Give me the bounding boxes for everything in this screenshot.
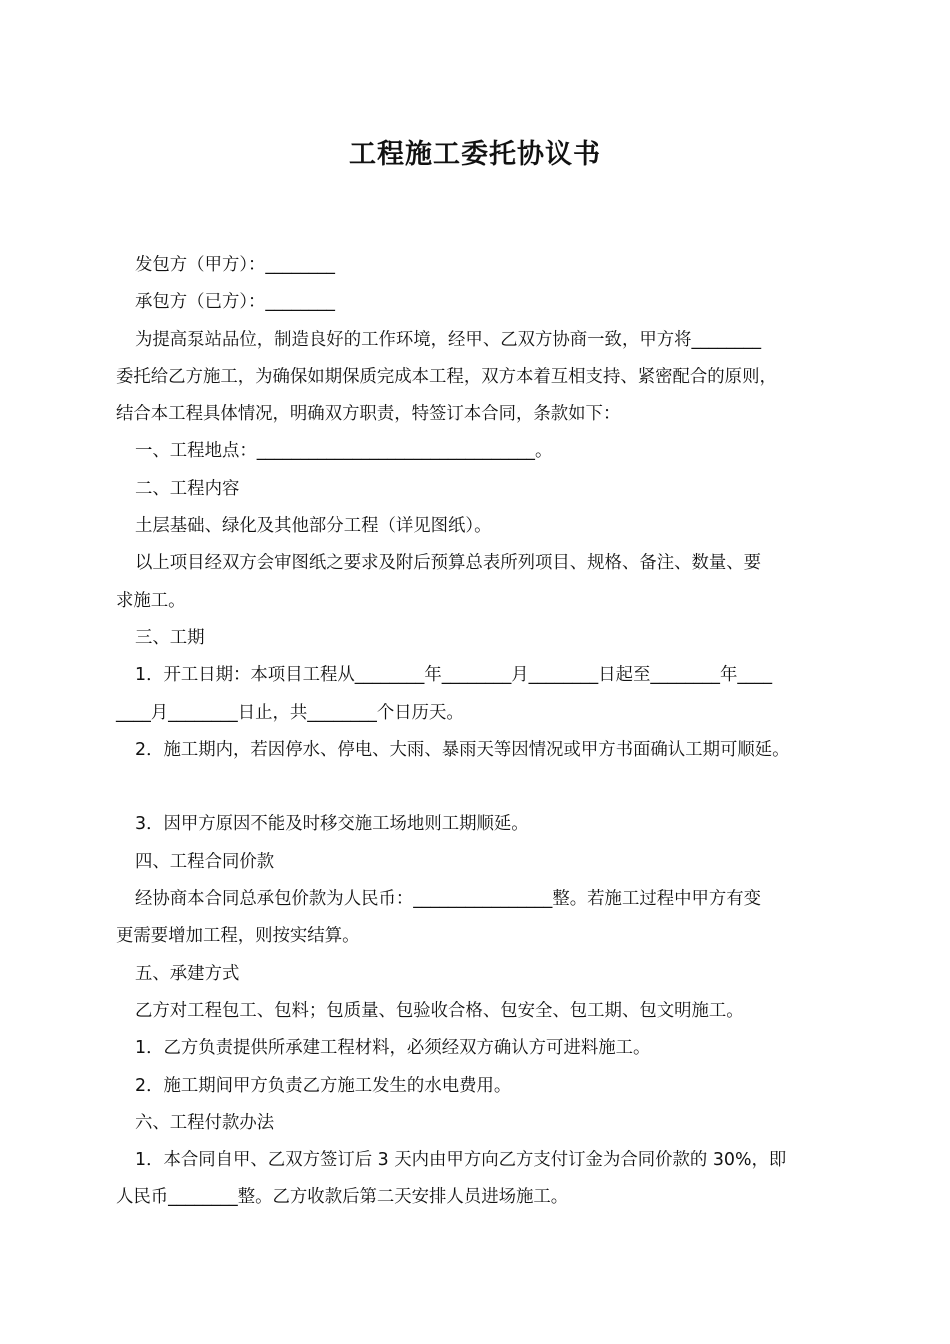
section-heading-payment: 六、工程付款办法 [135,1112,275,1133]
intro-paragraph-line: 委托给乙方施工，为确保如期保质完成本工程，双方本着互相支持、紧密配合的原则， [116,366,777,387]
schedule-item-line: 1．开工日期：本项目工程从________年________月________日起至________年____ [135,665,773,686]
content-paragraph-line: 土层基础、绿化及其他部分工程（详见图纸）。 [135,516,492,537]
schedule-item-line: 2．施工期内，若因停水、停电、大雨、暴雨天等因情况或甲方书面确认工期可顺延。 [135,739,790,760]
content-paragraph-line: 以上项目经双方会审图纸之要求及附后预算总表所列项目、规格、备注、数量、要 [135,553,762,574]
price-paragraph-line: 更需要增加工程，则按实结算。 [116,926,360,947]
section-heading-schedule: 三、工期 [135,627,205,648]
party-b-line: 承包方（已方）：________ [135,292,335,313]
section-heading-content: 二、工程内容 [135,478,240,499]
method-item-line: 1．乙方负责提供所承建工程材料，必须经双方确认方可进料施工。 [135,1038,651,1059]
intro-paragraph-line: 结合本工程具体情况，明确双方职责，特签订本合同，条款如下： [116,404,621,425]
section-heading-method: 五、承建方式 [135,963,240,984]
payment-item-line: 1．本合同自甲、乙双方签订后 3 天内由甲方向乙方支付订金为合同价款的 30%，即 [135,1150,787,1171]
schedule-item-line: ____月________日止，共________个日历天。 [116,702,464,723]
price-paragraph-line: 经协商本合同总承包价款为人民币：________________整。若施工过程中甲方有变 [135,889,762,910]
intro-paragraph-line: 为提高泵站品位，制造良好的工作环境，经甲、乙双方协商一致，甲方将________ [135,329,762,350]
method-paragraph-line: 乙方对工程包工、包料；包质量、包验收合格、包安全、包工期、包文明施工。 [135,1000,744,1021]
document-title: 工程施工委托协议书 [349,139,601,170]
payment-item-line: 人民币________整。乙方收款后第二天安排人员进场施工。 [116,1187,569,1208]
paragraph-gap [116,769,851,806]
content-paragraph-line: 求施工。 [116,590,186,611]
schedule-item-line: 3．因甲方原因不能及时移交施工场地则工期顺延。 [135,814,529,835]
section-heading-price: 四、工程合同价款 [135,851,275,872]
section-heading-location: 一、工程地点：________________________________。 [135,441,553,462]
method-item-line: 2．施工期间甲方负责乙方施工发生的水电费用。 [135,1075,512,1096]
party-a-line: 发包方（甲方）：________ [135,255,335,275]
document-body [116,247,851,1217]
